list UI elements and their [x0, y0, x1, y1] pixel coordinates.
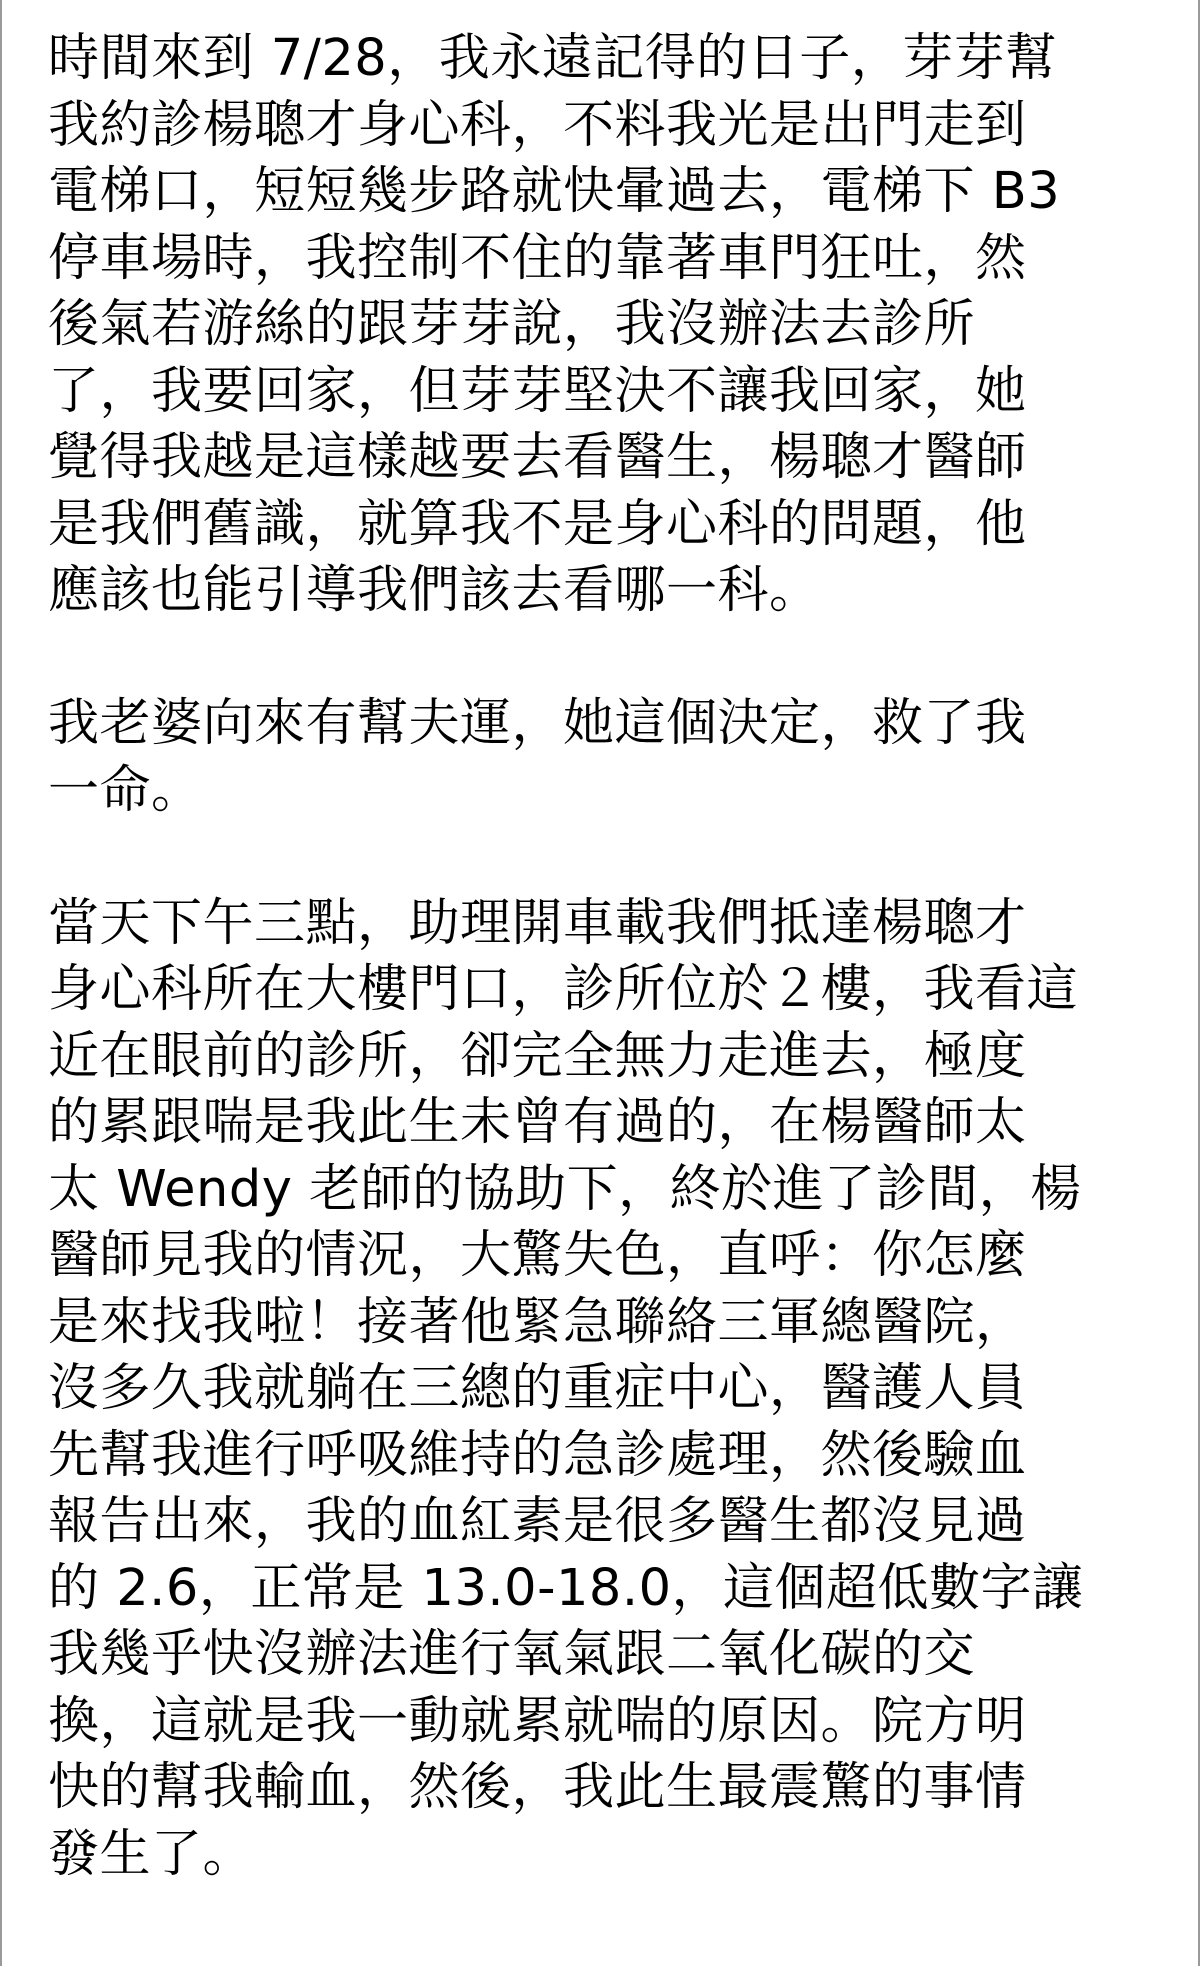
text-line: 應該也能引導我們該去看哪一科。	[48, 561, 821, 620]
text-line: 停車場時，我控制不住的靠著車門狂吐，然	[48, 228, 1027, 288]
text-line: 後氣若游絲的跟芽芽說，我沒辦法去診所	[48, 295, 976, 354]
text-line: 時間來到 7/28，我永遠記得的日子，芽芽幫	[48, 29, 1057, 88]
left-border	[0, 0, 2, 1966]
text-line: 當天下午三點，助理開車載我們抵達楊聰才	[48, 893, 1027, 953]
text-line: 醫師見我的情況，大驚失色，直呼：你怎麼	[48, 1226, 1027, 1285]
text-line: 我老婆向來有幫夫運，她這個決定，救了我	[48, 694, 1027, 753]
text-line: 的 2.6，正常是 13.0-18.0，這個超低數字讓	[48, 1558, 1084, 1618]
text-line: 先幫我進行呼吸維持的急診處理，然後驗血	[48, 1425, 1027, 1485]
text-line: 近在眼前的診所，卻完全無力走進去，極度	[48, 1026, 1027, 1086]
paragraph-gap	[48, 625, 1168, 692]
text-line: 覺得我越是這樣越要去看醫生，楊聰才醫師	[48, 428, 1027, 487]
text-line: 電梯口，短短幾步路就快暈過去，電梯下 B3	[48, 162, 1061, 221]
text-line: 太 Wendy 老師的協助下，終於進了診間，楊	[48, 1159, 1082, 1219]
text-line: 的累跟喘是我此生未曾有過的，在楊醫師太	[48, 1093, 1027, 1152]
text-line: 了，我要回家，但芽芽堅決不讓我回家，她	[48, 361, 1027, 421]
text-line: 我幾乎快沒辦法進行氧氣跟二氧化碳的交	[48, 1625, 976, 1684]
text-line: 換，這就是我一動就累就喘的原因。院方明	[48, 1691, 1027, 1751]
paragraph-gap	[48, 824, 1168, 891]
paragraph-3	[48, 891, 1168, 1889]
text-line: 我約診楊聰才身心科，不料我光是出門走到	[48, 95, 1027, 155]
article-text	[48, 26, 1168, 1888]
text-line: 是我們舊識，就算我不是身心科的問題，他	[48, 494, 1027, 554]
paragraph-1	[48, 26, 1168, 625]
paragraph-2	[48, 691, 1168, 824]
text-line: 報告出來，我的血紅素是很多醫生都沒見過	[48, 1492, 1027, 1551]
text-line: 發生了。	[48, 1824, 255, 1884]
text-line: 沒多久我就躺在三總的重症中心，醫護人員	[48, 1359, 1027, 1418]
text-line: 快的幫我輸血，然後，我此生最震驚的事情	[48, 1758, 1027, 1817]
text-line: 身心科所在大樓門口，診所位於２樓，我看這	[48, 960, 1079, 1019]
text-line: 是來找我啦！接著他緊急聯絡三軍總醫院，	[48, 1292, 1027, 1352]
text-line: 一命。	[48, 760, 203, 820]
